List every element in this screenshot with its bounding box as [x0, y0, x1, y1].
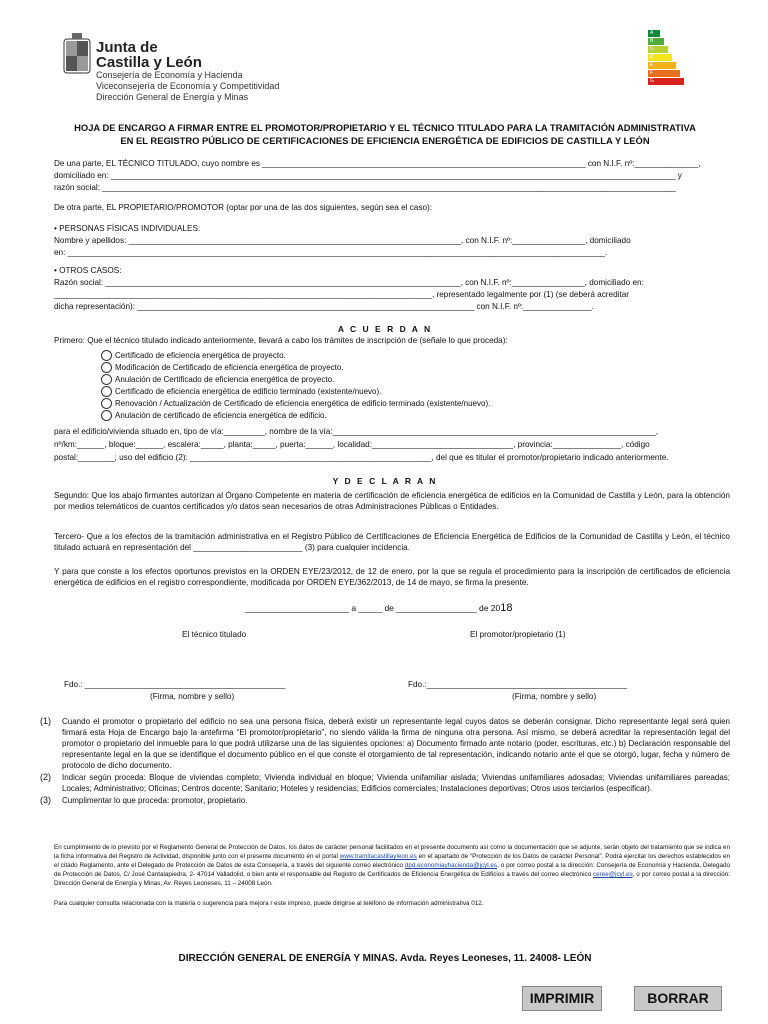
org-sub3: Dirección General de Energía y Minas — [96, 92, 249, 102]
option-item[interactable]: Certificado de eficiencia energética de edificio terminado (existente/nuevo). — [101, 386, 490, 398]
firma-tecnico-label: El técnico titulado — [182, 630, 247, 639]
dpd-email-link[interactable]: dpd.economiayhacienda@jcyl.es — [404, 862, 498, 869]
tecnico-line2: domiciliado en: ____________________________________________________________________________________________________________________________ y — [54, 171, 682, 180]
edificio-line3: postal:________; uso del edificio (2): _____________________________________________________, del que es titular el promotor/propietario indicado anteriormente. — [54, 453, 669, 462]
radio-button[interactable] — [101, 386, 112, 397]
option-item[interactable]: Modificación de Certificado de eficiencia energética de proyecto. — [101, 362, 490, 374]
tercero-text: Tercero- Que a los efectos de la tramitación administrativa en el Registro Público de Certificaciones de Eficiencia Energética de Edificios de la Comunidad de Castilla y León, el técnico titulado actuará en representación del ________________________ (3) para cualquier incidencia. — [54, 532, 730, 552]
tecnico-line3: razón social: ______________________________________________________________________________________________________________________________ — [54, 183, 676, 192]
option-item[interactable]: Renovación / Actualización de Certificado de eficiencia energética de edificio terminado (existente/nuevo). — [101, 398, 490, 410]
coat-of-arms-logo — [63, 33, 91, 75]
note-item: (1) Cuando el promotor o propietario del edificio no sea una persona física, deberá existir un representante legal cuyos datos se deberán consignar. Dicho representante legal será quien firmará esta Hoja de Encargo bajo la antefirma “El promotor/propietario”, no siendo válida la firma de ninguna otra persona. Así mismo, se deberá acreditar la representación legal del promotor o propietario del inmueble para lo que podrá utilizarse una de las siguientes opciones: a) Documento firmado ante notario (poder, escrituras, etc.) b) Declaración responsable del representante legal en la que se identifique el documento público en el que conste el otorgamiento de tal representación, indicando notario ante el que se otorgó, lugar, fecha y número de protocolo de dicho documento. — [40, 716, 730, 770]
energy-bar: G — [648, 78, 684, 85]
firma-sello-right: (Firma, nombre y sello) — [512, 692, 597, 701]
option-item[interactable]: Anulación de Certificado de eficiencia energética de proyecto. — [101, 374, 490, 386]
note-item: (2) Indicar según proceda: Bloque de viviendas completo; Vivienda individual en bloque; Vivienda unifamiliar aislada; Viviendas unifamiliares adosadas; Viviendas unifamiliares pareadas; Locales; Administrativo; Oficinas; Centros docente; Sanitario; Hoteles y residencias; Edificios comerciales; Instalaciones deportivas; Otros usos terciarios (especificar). — [40, 772, 730, 793]
radio-button[interactable] — [101, 362, 112, 373]
energy-bar: B — [648, 38, 664, 45]
footer-address: DIRECCIÓN GENERAL DE ENERGÍA Y MINAS. Avda. Reyes Leoneses, 11. 24008- LEÓN — [178, 953, 592, 964]
document-title — [40, 121, 730, 147]
org-name-line1: Junta de — [96, 39, 158, 56]
radio-button[interactable] — [101, 374, 112, 385]
fecha-year: 18 — [500, 602, 513, 614]
edificio-line1: para el edificio/vivienda situado en, tipo de vía:_________, nombre de la vía:_______________________________________________________________________, — [54, 427, 659, 436]
energy-bar: A — [648, 30, 660, 37]
data-protection-text: En cumplimiento de lo previsto por el Reglamento General de Protección de Datos, los datos de carácter personal facilitados en el presente documento así como la documentación que se adjunte, serán objeto del tratamiento que se indica en la ficha informativa del Registro de Actividad, disponible junto con el presente documento en el portal www.tramitacastillayleon.es en el apartado de “Protección de los Datos de carácter Personal”. Podrá ejercitar los derechos establecidos en el citado Reglamento, ante el Delegado de Protección de Datos de esta Consejería, a través del siguiente correo electrónico dpd.economiayhacienda@jcyl.es, o por correo postal a la dirección: Consejería de Economía y Hacienda, Delegado de Protección de Datos, C/ José Cantalapiedra, 2- 47014 Valladolid, o bien ante el responsable del Registro de Certificados de Eficiencia Energética de Edificios a través del correo electrónico ceree@jcyl.es, o por correo postal a la dirección: Dirección General de Energía y Minas, Av. Reyes Leoneses, 11 – 24008 León. — [54, 844, 731, 887]
title-line2: EN EL REGISTRO PÚBLICO DE CERTIFICACIONES DE EFICIENCIA ENERGÉTICA DE EDIFICIOS DE CASTILLA Y LEÓN — [120, 135, 650, 146]
edificio-line2: nº/km:______, bloque:______, escalera:_____, planta:_____, puerta:______, localidad:_______________________________, provincia:_______________, código — [54, 440, 650, 449]
clear-button[interactable]: BORRAR — [634, 986, 722, 1011]
otros-line2: ___________________________________________________________________________________, representado legalmente por (1) (se deberá acreditar — [54, 290, 630, 299]
org-name-line2: Castilla y León — [96, 54, 202, 71]
radio-button[interactable] — [101, 350, 112, 361]
org-sub1: Consejería de Economía y Hacienda — [96, 70, 243, 80]
acuerdan-heading: A C U E R D A N — [337, 324, 433, 334]
ceree-email-link[interactable]: ceree@jcyl.es — [592, 871, 633, 878]
fdo-left: Fdo.: ____________________________________________ — [64, 680, 286, 689]
print-button[interactable]: IMPRIMIR — [522, 986, 602, 1011]
consulta-text: Para cualquier consulta relacionada con la materia o sugerencia para mejora r este impreso, puede dirigirse al teléfono de información administrativa 012. — [54, 900, 484, 907]
organization-header — [96, 40, 279, 103]
firma-sello-left: (Firma, nombre y sello) — [150, 692, 235, 701]
segundo-text: Segundo: Que los abajo firmantes autorizan al Órgano Competente en materia de certificación de eficiencia energética de edificios en la Comunidad de Castilla y León, para la obtención por medios telemáticos de cuantos certificados y/o datos sean necesarios de otras Administraciones Públicas o Entidades. — [54, 491, 730, 511]
energy-bar: F — [648, 70, 680, 77]
option-item[interactable]: Certificado de eficiencia energética de proyecto. — [101, 350, 490, 362]
portal-link[interactable]: www.tramitacastillayleon.es — [339, 853, 417, 860]
option-item[interactable]: Anulación de certificado de eficiencia energética de edificio. — [101, 410, 490, 422]
org-sub2: Viceconsejería de Economía y Competitividad — [96, 81, 280, 91]
energy-rating-icon — [648, 30, 684, 86]
tecnico-line1: De una parte, EL TÉCNICO TITULADO, cuyo nombre es _______________________________________________________________________ con N.I.F. nº:______________, — [54, 159, 701, 168]
otros-line3: dicha representación): __________________________________________________________________________ con N.I.F. nº:_______________. — [54, 302, 594, 311]
energy-bar: D — [648, 54, 672, 61]
procedure-options — [101, 350, 490, 422]
radio-button[interactable] — [101, 410, 112, 421]
propietario-intro: De otra parte, EL PROPIETARIO/PROMOTOR (optar por una de las dos siguientes, según sea el caso): — [54, 203, 433, 212]
fdo-right: Fdo.:____________________________________________ — [408, 680, 628, 689]
fecha-line — [245, 603, 513, 613]
otros-heading: • OTROS CASOS: — [54, 266, 122, 275]
primero-text: Primero: Que el técnico titulado indicado anteriormente, llevará a cabo los trámites de inscripción de (señale lo que proceda): — [54, 336, 508, 345]
constancia-text: Y para que conste a los efectos oportunos previstos en la ORDEN EYE/23/2012, de 12 de enero, por la que se regula el procedimiento para la inscripción de certificados de eficiencia energética de edificios en el registro correspondiente, modificada por ORDEN EYE/362/2013, de 14 de mayo, se firma la presente. — [54, 567, 730, 587]
notes-list — [40, 716, 730, 806]
note-item: (3) Cumplimentar lo que proceda: promotor, propietario. — [40, 795, 248, 805]
fisicas-line2: en: ______________________________________________________________________________________________________________________. — [54, 248, 608, 257]
energy-bar: E — [648, 62, 676, 69]
fisicas-heading: • PERSONAS FÍSICAS INDIVIDUALES: — [54, 224, 201, 233]
fisicas-line1: Nombre y apellidos: _________________________________________________________________________, con N.I.F. nº:________________, domiciliado — [54, 236, 631, 245]
declaran-heading: Y D E C L A R A N — [332, 476, 438, 486]
firma-promotor-label: El promotor/propietario (1) — [470, 630, 566, 639]
otros-line1: Razón social: ______________________________________________________________________________, con N.I.F. nº:________________, domiciliado en: — [54, 278, 644, 287]
energy-bar: C — [648, 46, 668, 53]
radio-button[interactable] — [101, 398, 112, 409]
title-line1: HOJA DE ENCARGO A FIRMAR ENTRE EL PROMOTOR/PROPIETARIO Y EL TÉCNICO TITULADO PARA LA TRAMITACIÓN ADMINISTRATIVA — [74, 122, 696, 133]
fecha-blanks: ______________________ a _____ de _________________ de 20 — [245, 603, 501, 613]
